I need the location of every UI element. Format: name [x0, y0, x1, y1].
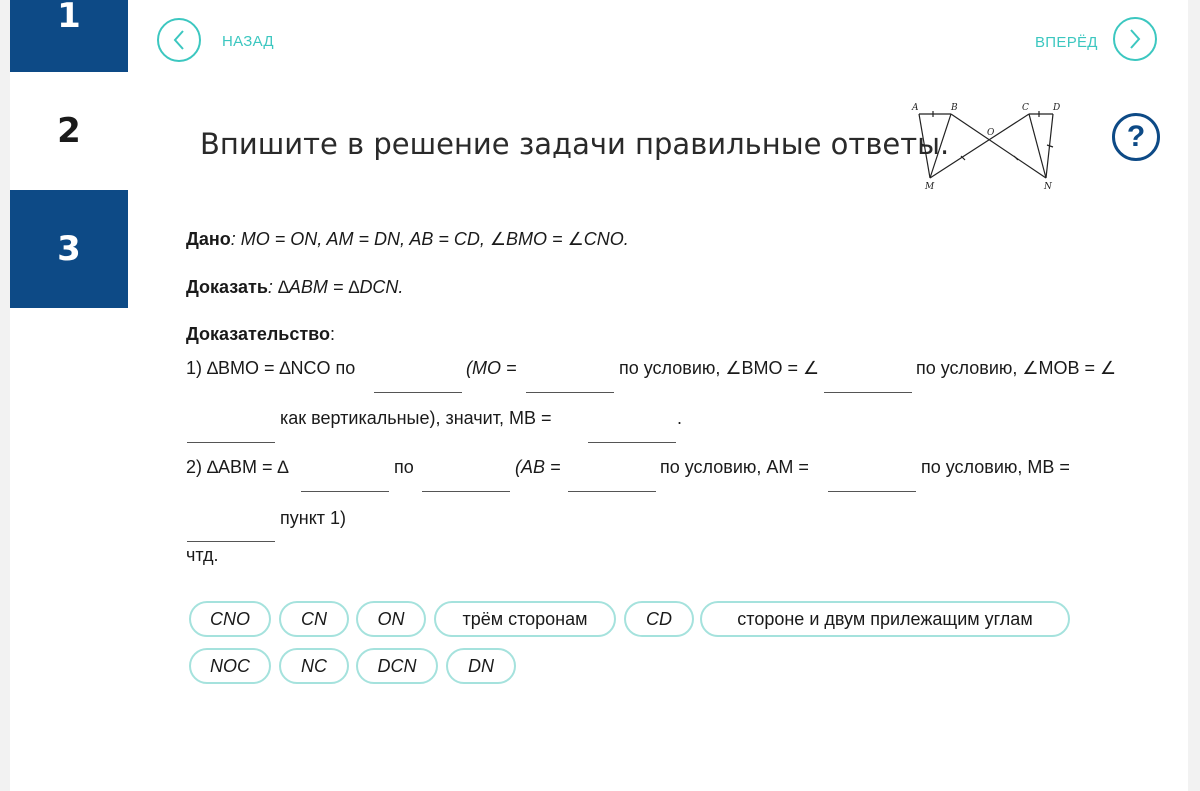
option-chip[interactable]: NOC — [189, 648, 271, 684]
step2-text-a: 2) ∆ABM = ∆ — [186, 457, 289, 477]
given-text: : MO = ON, AM = DN, AB = CD, ∠BMO = ∠CNO. — [230, 229, 629, 249]
tab-label: 2 — [57, 111, 81, 151]
qed-text: чтд. — [186, 545, 219, 565]
option-chip[interactable]: стороне и двум прилежащим углам — [700, 601, 1070, 637]
chevron-left-icon — [172, 29, 186, 51]
geometry-diagram — [903, 100, 1073, 195]
point-label-o: O — [987, 128, 995, 138]
option-chip[interactable]: CN — [279, 601, 349, 637]
help-button[interactable] — [1112, 113, 1160, 161]
option-chip[interactable]: CNO — [189, 601, 271, 637]
forward-link[interactable]: ВПЕРЁД — [1035, 34, 1098, 51]
answer-blank-5[interactable] — [588, 442, 676, 443]
question-icon: ? — [1126, 120, 1146, 153]
option-chip[interactable]: DN — [446, 648, 516, 684]
prove-text: : ∆ABM = ∆DCN. — [267, 277, 404, 297]
step1-text-b: (MO = — [466, 358, 517, 378]
tab-task-2[interactable] — [10, 72, 128, 190]
point-label-n: N — [1044, 182, 1052, 192]
step2-text-d: по условию, AM = — [660, 457, 809, 477]
answer-blank-1[interactable] — [374, 392, 462, 393]
option-chip[interactable]: CD — [624, 601, 694, 637]
step2-text-c: (AB = — [515, 457, 561, 477]
step2-text-f: пункт 1) — [280, 508, 347, 528]
proof-heading — [186, 324, 335, 345]
tab-label: 1 — [57, 0, 81, 36]
answer-blank-6[interactable] — [301, 491, 389, 492]
option-chip[interactable]: ON — [356, 601, 426, 637]
step1-text-a: 1) ∆BMO = ∆NCO по — [186, 358, 356, 378]
answer-blank-10[interactable] — [187, 541, 275, 542]
step1-text-e: как вертикальные), значит, MB = — [280, 408, 552, 428]
given-label: Дано — [186, 229, 231, 249]
point-label-a: A — [912, 103, 919, 113]
back-link[interactable]: НАЗАД — [222, 33, 274, 50]
task-title: Впишите в решение задачи правильные ответы. — [200, 127, 950, 161]
tab-label: 3 — [57, 229, 81, 269]
step1-text-c: по условию, ∠BMO = ∠ — [619, 358, 820, 378]
tab-task-3[interactable] — [10, 190, 128, 308]
point-label-c: C — [1022, 103, 1029, 113]
answer-blank-8[interactable] — [568, 491, 656, 492]
answer-blank-7[interactable] — [422, 491, 510, 492]
step1-text-f: . — [677, 408, 683, 428]
prove-line — [186, 277, 403, 298]
forward-button[interactable] — [1113, 17, 1157, 61]
prove-label: Доказать — [186, 277, 268, 297]
option-chip[interactable]: DCN — [356, 648, 438, 684]
answer-blank-9[interactable] — [828, 491, 916, 492]
option-chip[interactable]: трём сторонам — [434, 601, 616, 637]
answer-blank-4[interactable] — [187, 442, 275, 443]
back-button[interactable] — [157, 18, 201, 62]
option-chip[interactable]: NC — [279, 648, 349, 684]
given-line — [186, 229, 629, 250]
step2-text-b: по — [394, 457, 414, 477]
answer-blank-3[interactable] — [824, 392, 912, 393]
proof-label: Доказательство — [186, 324, 330, 344]
proof-colon: : — [329, 324, 335, 344]
tab-task-1[interactable] — [10, 0, 128, 72]
point-label-b: B — [951, 103, 958, 113]
answer-blank-2[interactable] — [526, 392, 614, 393]
step1-text-d: по условию, ∠MOB = ∠ — [916, 358, 1117, 378]
point-label-d: D — [1053, 103, 1061, 113]
point-label-m: M — [925, 182, 935, 192]
chevron-right-icon — [1128, 28, 1142, 50]
step2-text-e: по условию, MB = — [921, 457, 1070, 477]
page — [10, 0, 1188, 791]
